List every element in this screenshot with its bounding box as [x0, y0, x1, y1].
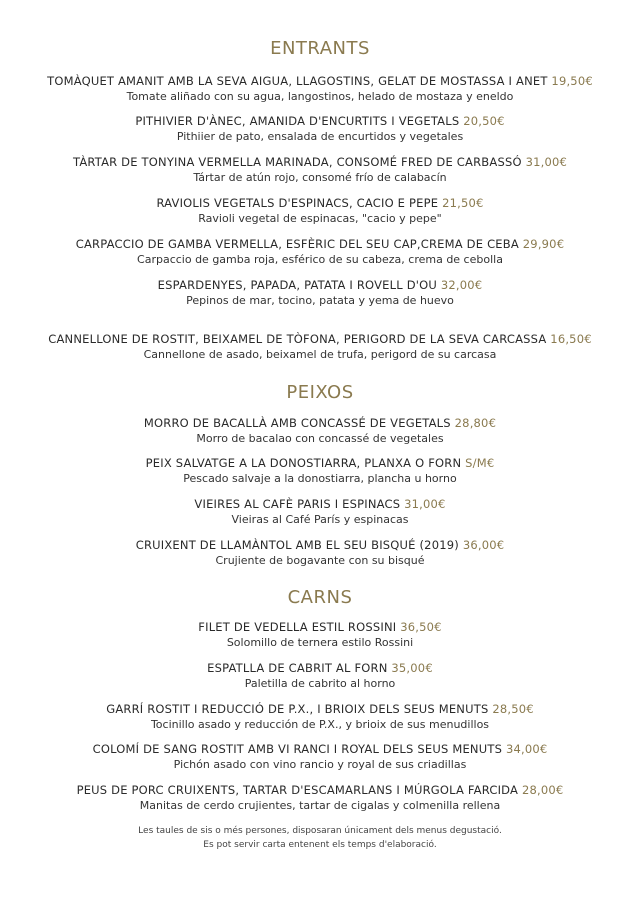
- dish-price: 31,00€: [525, 155, 568, 169]
- dish-price: 16,50€: [550, 332, 592, 346]
- dish-description: Tomate aliñado con su agua, langostinos, helado de mostaza y eneldo: [126, 90, 514, 103]
- dish-description: Vieiras al Café París y espinacas: [231, 513, 409, 526]
- dish-price: 32,00€: [440, 278, 483, 292]
- menu-item: [0, 74, 640, 104]
- dish-name: ESPATLLA DE CABRIT AL FORN: [207, 661, 388, 675]
- menu-item: [0, 278, 640, 308]
- menu-item: [0, 155, 640, 185]
- dish-description: Paletilla de cabrito al horno: [244, 677, 396, 690]
- menu-item: [0, 538, 640, 568]
- dish-name: FILET DE VEDELLA ESTIL ROSSINI: [198, 620, 397, 634]
- section-title-entrants: ENTRANTS: [270, 38, 370, 59]
- dish-description: Carpaccio de gamba roja, esférico de su cabeza, crema de cebolla: [137, 253, 503, 266]
- dish-price: 28,00€: [521, 783, 564, 797]
- dish-description: Tártar de atún rojo, consomé frío de calabacín: [193, 171, 447, 184]
- dish-name: PEIX SALVATGE A LA DONOSTIARRA, PLANXA O FORN: [145, 456, 462, 470]
- dish-name: ESPARDENYES, PAPADA, PATATA I ROVELL D'OU: [157, 278, 437, 292]
- dish-description: Cannellone de asado, beixamel de trufa, perigord de su carcasa: [143, 348, 497, 361]
- dish-description: Manitas de cerdo crujientes, tartar de cigalas y colmenilla rellena: [139, 799, 501, 812]
- menu-item: [0, 196, 640, 226]
- menu-item: [0, 620, 640, 650]
- dish-price: 20,50€: [463, 114, 505, 128]
- menu-item: [0, 702, 640, 732]
- dish-name: CARPACCIO DE GAMBA VERMELLA, ESFÈRIC DEL SEU CAP,CREMA DE CEBA: [75, 237, 519, 251]
- menu-item: [0, 661, 640, 691]
- dish-name: PITHIVIER D'ÀNEC, AMANIDA D'ENCURTITS I VEGETALS: [135, 114, 460, 128]
- dish-description: Crujiente de bogavante con su bisqué: [215, 554, 425, 567]
- menu-item: [0, 497, 640, 527]
- section-title-carns: CARNS: [287, 587, 353, 608]
- dish-price: 36,50€: [400, 620, 442, 634]
- footer-line-2: Es pot servir carta entenent els temps d'elaboració.: [203, 840, 437, 850]
- dish-description: Ravioli vegetal de espinacas, "cacio y pepe": [198, 212, 442, 225]
- menu-item: [0, 237, 640, 267]
- dish-name: PEUS DE PORC CRUIXENTS, TARTAR D'ESCAMARLANS I MÚRGOLA FARCIDA: [76, 783, 519, 797]
- dish-name: TOMÀQUET AMANIT AMB LA SEVA AIGUA, LLAGOSTINS, GELAT DE MOSTASSA I ANET: [47, 74, 548, 88]
- dish-price: 28,80€: [454, 416, 497, 430]
- dish-name: MORRO DE BACALLÀ AMB CONCASSÉ DE VEGETALS: [143, 416, 451, 430]
- dish-name: TÀRTAR DE TONYINA VERMELLA MARINADA, CONSOMÉ FRED DE CARBASSÓ: [72, 155, 522, 169]
- dish-name: RAVIOLIS VEGETALS D'ESPINACS, CACIO E PEPE: [156, 196, 439, 210]
- dish-name: VIEIRES AL CAFÈ PARIS I ESPINACS: [194, 497, 401, 511]
- dish-price: 34,00€: [505, 742, 548, 756]
- menu-item: [0, 114, 640, 144]
- dish-price: 28,50€: [492, 702, 534, 716]
- dish-description: Tocinillo asado y reducción de P.X., y brioix de sus menudillos: [150, 718, 490, 731]
- dish-description: Pescado salvaje a la donostiarra, plancha u horno: [183, 472, 457, 485]
- dish-price: 19,50€: [551, 74, 593, 88]
- dish-price: 31,00€: [404, 497, 446, 511]
- menu-item: [0, 416, 640, 446]
- section-title-peixos: PEIXOS: [286, 382, 354, 403]
- footer-note: [0, 824, 640, 852]
- dish-name: CRUIXENT DE LLAMÀNTOL AMB EL SEU BISQUÉ (2019): [135, 538, 459, 552]
- dish-name: COLOMÍ DE SANG ROSTIT AMB VI RANCI I ROYAL DELS SEUS MENUTS: [92, 742, 503, 756]
- dish-description: Solomillo de ternera estilo Rossini: [226, 636, 414, 649]
- dish-description: Pithiier de pato, ensalada de encurtidos y vegetales: [176, 130, 464, 143]
- dish-name: GARRÍ ROSTIT I REDUCCIÓ DE P.X., I BRIOIX DELS SEUS MENUTS: [106, 702, 489, 716]
- dish-price: 29,90€: [522, 237, 565, 251]
- dish-price: 36,00€: [462, 538, 505, 552]
- dish-name: CANNELLONE DE ROSTIT, BEIXAMEL DE TÒFONA, PERIGORD DE LA SEVA CARCASSA: [48, 332, 547, 346]
- dish-price: 21,50€: [442, 196, 484, 210]
- menu-item: [0, 456, 640, 486]
- dish-price: S/M€: [465, 456, 495, 470]
- dish-price: 35,00€: [391, 661, 433, 675]
- menu-item: [0, 783, 640, 813]
- footer-line-1: Les taules de sis o més persones, disposaran únicament dels menus degustació.: [138, 826, 502, 836]
- dish-description: Pichón asado con vino rancio y royal de sus criadillas: [173, 758, 467, 771]
- dish-description: Pepinos de mar, tocino, patata y yema de huevo: [186, 294, 454, 307]
- menu-item: [0, 742, 640, 772]
- dish-description: Morro de bacalao con concassé de vegetales: [196, 432, 444, 445]
- menu-item: [0, 332, 640, 362]
